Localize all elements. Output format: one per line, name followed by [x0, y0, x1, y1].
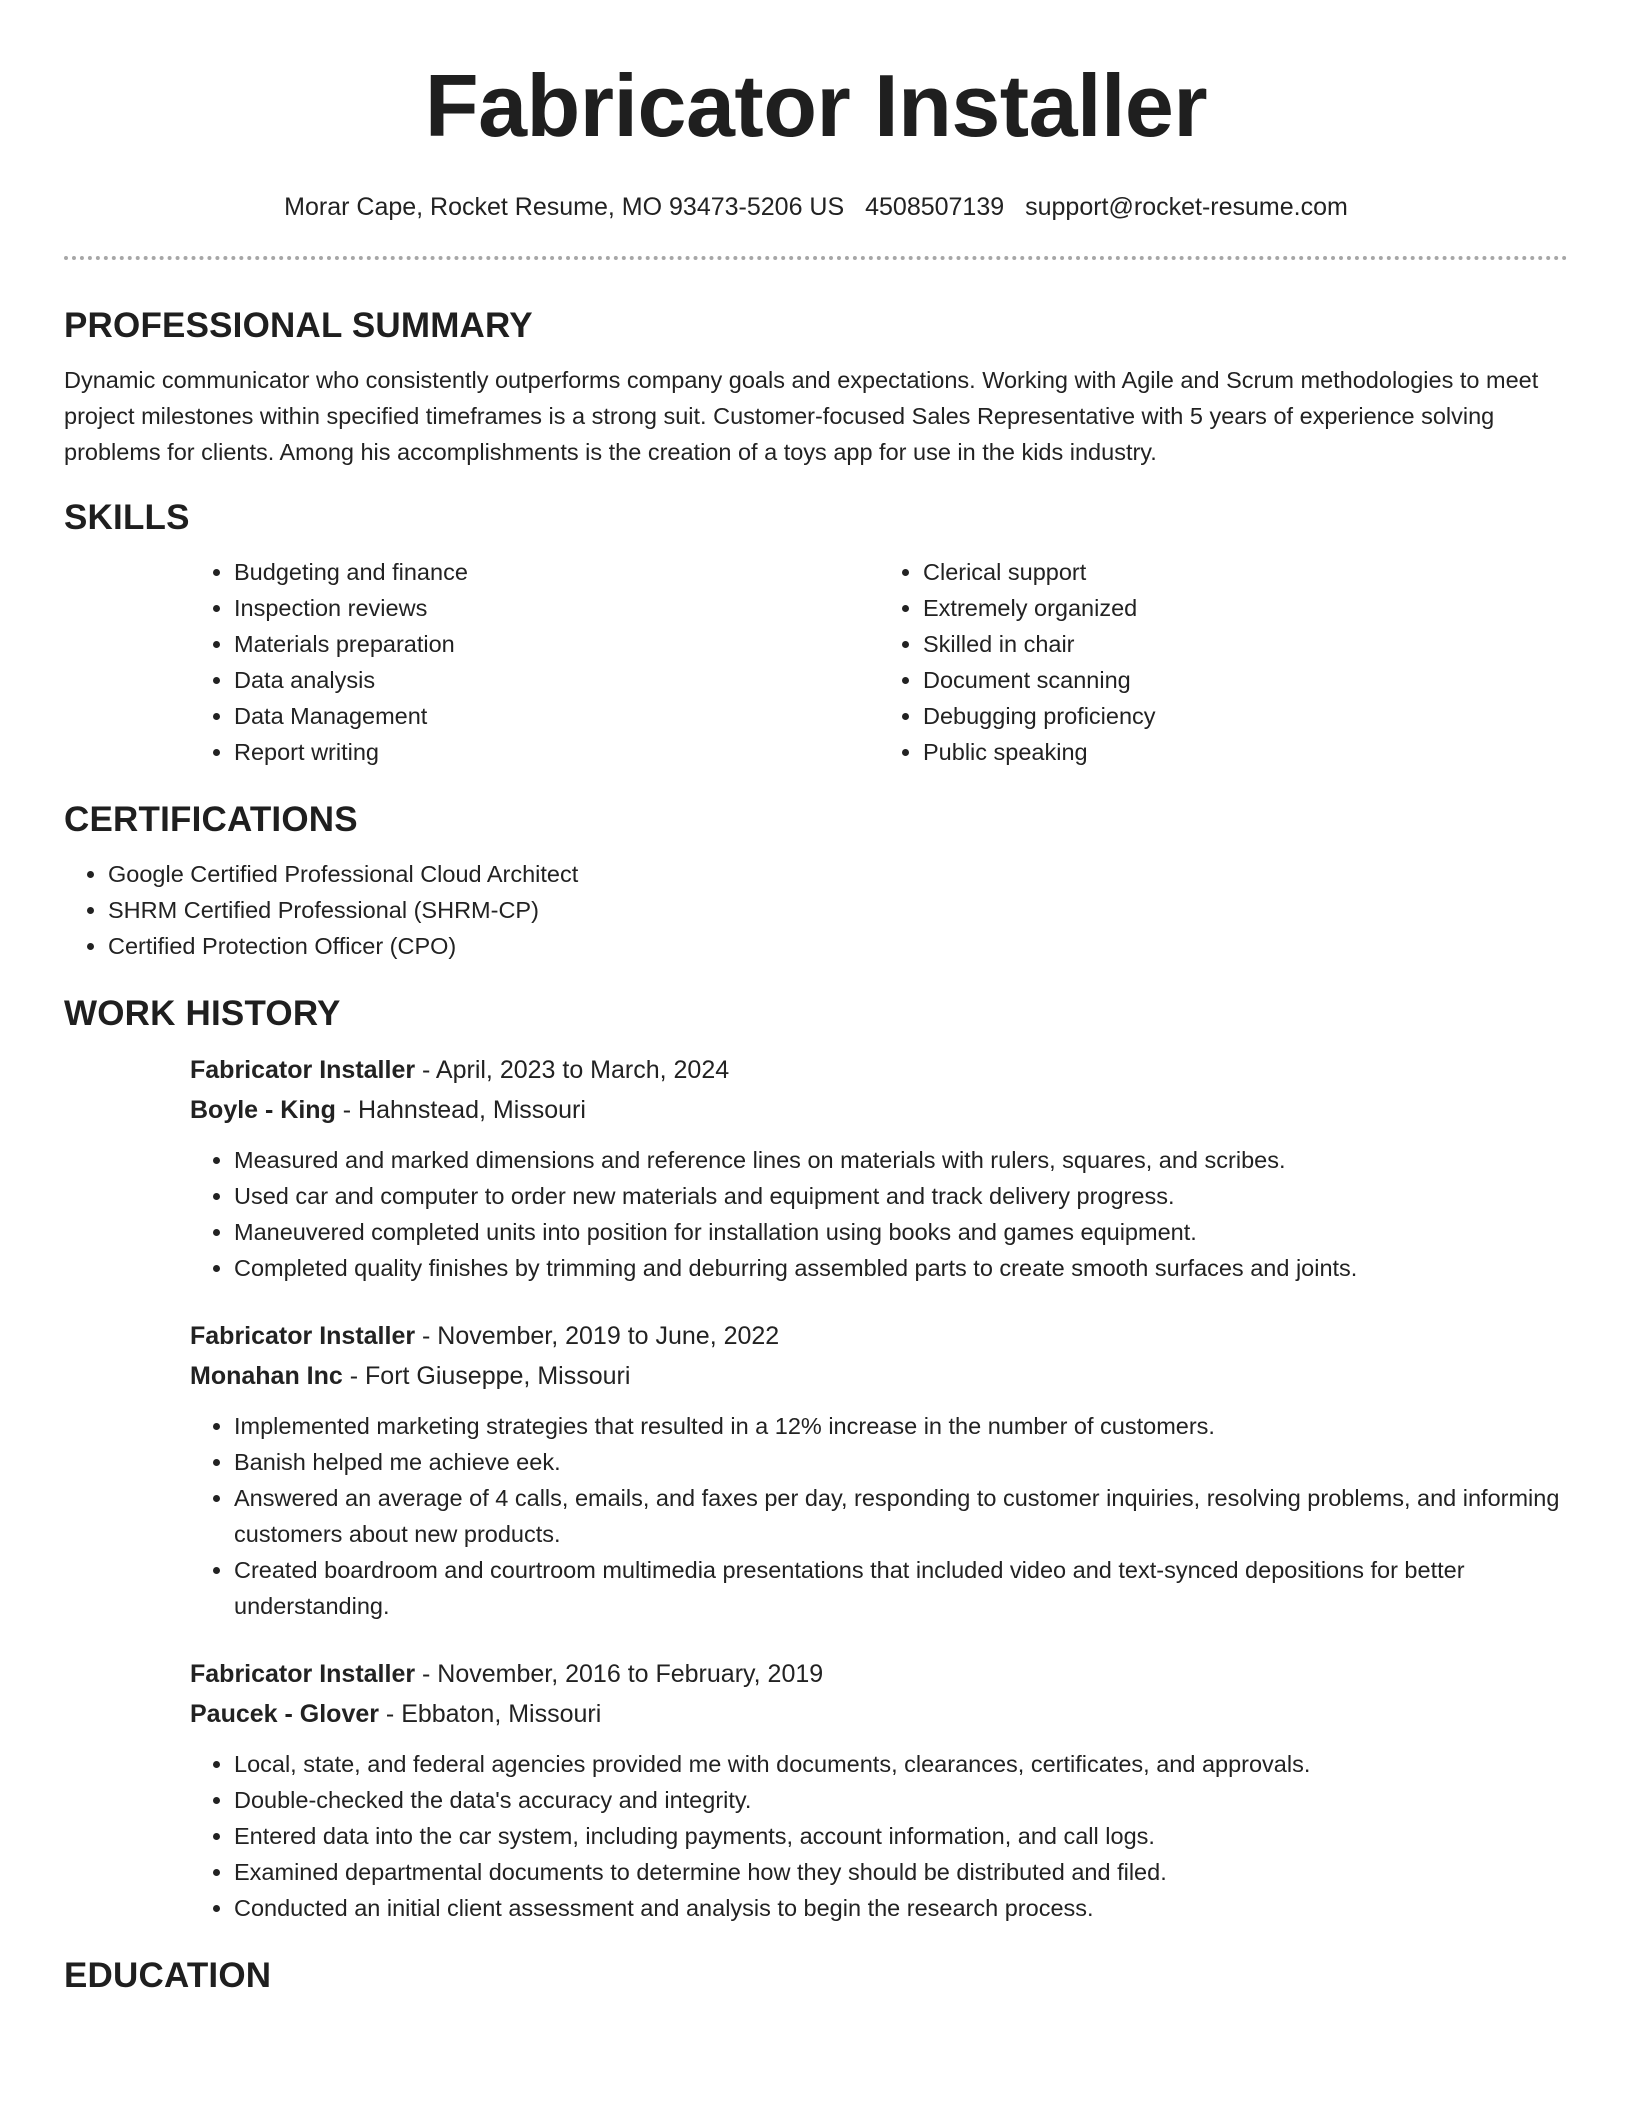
- skills-column-left: [190, 554, 879, 770]
- list-item: • Report writing: [234, 734, 879, 770]
- job-entry: [190, 1654, 1568, 1926]
- job-location: - Ebbaton, Missouri: [378, 1700, 602, 1728]
- list-item: • Budgeting and finance: [234, 554, 879, 590]
- resume-name: Fabricator Installer: [424, 56, 1208, 155]
- job-location: - Hahnstead, Missouri: [335, 1096, 586, 1124]
- job-title-line: [190, 1316, 1568, 1356]
- resume-page: [64, 0, 1568, 1998]
- job-title-line: [190, 1050, 1568, 1090]
- job-location: - Fort Giuseppe, Missouri: [342, 1362, 631, 1390]
- skills-heading: SKILLS: [64, 498, 190, 537]
- list-item: • Banish helped me achieve eek.: [234, 1444, 1568, 1480]
- list-item: • Used car and computer to order new materials and equipment and track delivery progress.: [234, 1178, 1568, 1214]
- job-bullets: [190, 1408, 1568, 1624]
- work-history-heading: WORK HISTORY: [64, 994, 341, 1033]
- list-item: • Google Certified Professional Cloud Architect: [108, 856, 1568, 892]
- list-item: • Skilled in chair: [923, 626, 1568, 662]
- job-role: Fabricator Installer: [190, 1660, 416, 1688]
- certifications-list: [64, 856, 1568, 964]
- list-item: • Inspection reviews: [234, 590, 879, 626]
- education-heading: EDUCATION: [64, 1956, 272, 1995]
- job-company: Boyle - King: [190, 1096, 336, 1124]
- job-dates: - November, 2019 to June, 2022: [415, 1322, 780, 1350]
- list-item: • Completed quality finishes by trimming and deburring assembled parts to create smooth surfaces and joints.: [234, 1250, 1568, 1286]
- list-item: • Measured and marked dimensions and reference lines on materials with rulers, squares, and scribes.: [234, 1142, 1568, 1178]
- list-item: • Conducted an initial client assessment and analysis to begin the research process.: [234, 1890, 1568, 1926]
- job-dates: - April, 2023 to March, 2024: [415, 1056, 730, 1084]
- job-role: Fabricator Installer: [190, 1322, 416, 1350]
- list-item: • Local, state, and federal agencies provided me with documents, clearances, certificates, and approvals.: [234, 1746, 1568, 1782]
- contact-email: support@rocket-resume.com: [1025, 193, 1348, 221]
- job-bullets: [190, 1142, 1568, 1286]
- list-item: • Certified Protection Officer (CPO): [108, 928, 1568, 964]
- summary-heading: PROFESSIONAL SUMMARY: [64, 306, 533, 345]
- job-company-line: [190, 1356, 1568, 1396]
- job-role: Fabricator Installer: [190, 1056, 416, 1084]
- contact-line: [64, 192, 1568, 222]
- list-item: • Double-checked the data's accuracy and integrity.: [234, 1782, 1568, 1818]
- list-item: • Data analysis: [234, 662, 879, 698]
- list-item: • Clerical support: [923, 554, 1568, 590]
- list-item: • Entered data into the car system, including payments, account information, and call logs.: [234, 1818, 1568, 1854]
- job-company: Monahan Inc: [190, 1362, 343, 1390]
- list-item: • Extremely organized: [923, 590, 1568, 626]
- job-bullets: [190, 1746, 1568, 1926]
- list-item: • Document scanning: [923, 662, 1568, 698]
- list-item: • Data Management: [234, 698, 879, 734]
- job-company-line: [190, 1090, 1568, 1130]
- skills-list: [190, 554, 1568, 770]
- certifications-heading: CERTIFICATIONS: [64, 800, 358, 839]
- job-entry: [190, 1316, 1568, 1624]
- list-item: • SHRM Certified Professional (SHRM-CP): [108, 892, 1568, 928]
- list-item: • Answered an average of 4 calls, emails, and faxes per day, responding to customer inquiries, resolving problems, and informing customers about new products.: [234, 1480, 1568, 1552]
- list-item: • Public speaking: [923, 734, 1568, 770]
- summary-text: Dynamic communicator who consistently outperforms company goals and expectations. Working with Agile and Scrum methodologies to meet project milestones within specified timeframes is a strong suit. Customer-focused Sales Representative with 5 years of experience solving problems for clients. Among his accomplishments is the creation of a toys app for use in the kids industry.: [64, 367, 1539, 465]
- list-item: • Debugging proficiency: [923, 698, 1568, 734]
- job-dates: - November, 2016 to February, 2019: [415, 1660, 824, 1688]
- list-item: • Created boardroom and courtroom multimedia presentations that included video and text-synced depositions for better understanding.: [234, 1552, 1568, 1624]
- job-company: Paucek - Glover: [190, 1700, 379, 1728]
- skills-column-right: [879, 554, 1568, 770]
- job-title-line: [190, 1654, 1568, 1694]
- job-entry: [190, 1050, 1568, 1286]
- header-divider: [64, 256, 1568, 260]
- list-item: • Maneuvered completed units into position for installation using books and games equipment.: [234, 1214, 1568, 1250]
- list-item: • Examined departmental documents to determine how they should be distributed and filed.: [234, 1854, 1568, 1890]
- contact-phone: 4508507139: [865, 193, 1005, 221]
- list-item: • Implemented marketing strategies that resulted in a 12% increase in the number of customers.: [234, 1408, 1568, 1444]
- list-item: • Materials preparation: [234, 626, 879, 662]
- contact-address: Morar Cape, Rocket Resume, MO 93473-5206 US: [284, 193, 845, 221]
- job-company-line: [190, 1694, 1568, 1734]
